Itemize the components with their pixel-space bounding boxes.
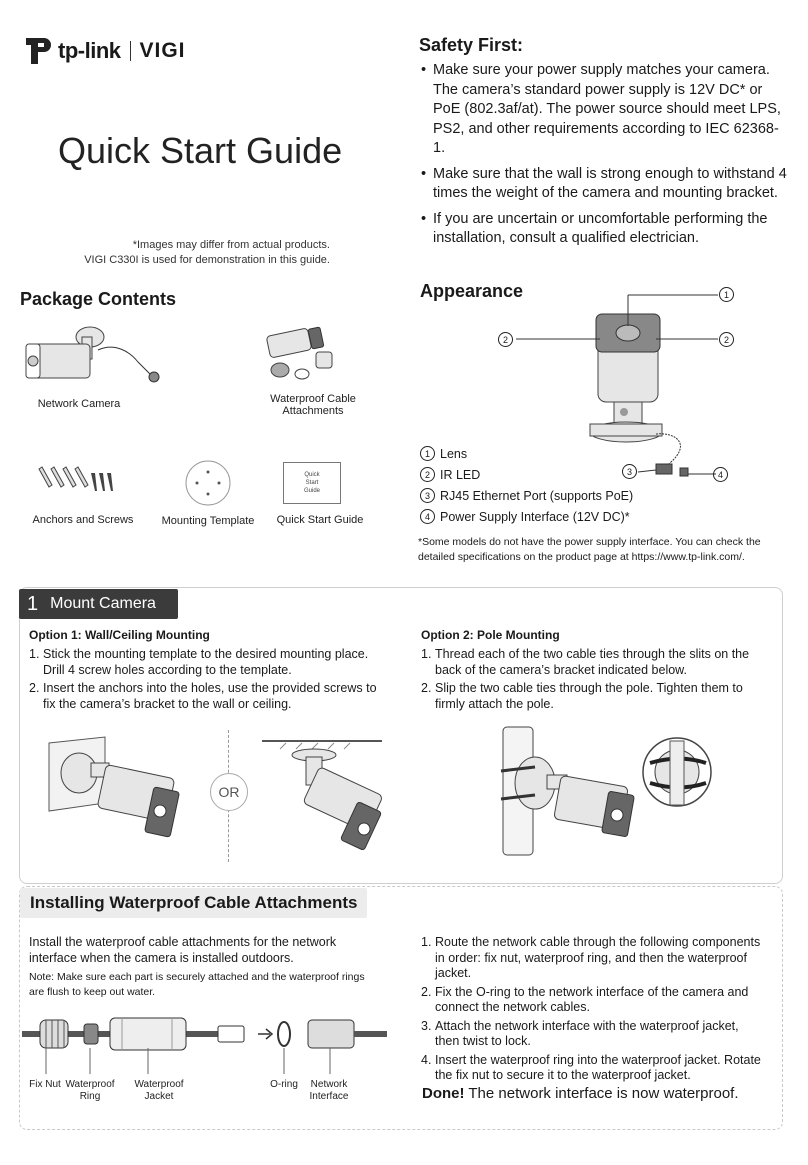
part-label: Network Interface (309, 1079, 349, 1102)
callout-2-left: 2 (498, 332, 513, 347)
part-label: Waterproof Jacket (134, 1079, 184, 1102)
safety-item: • Make sure that the wall is strong enough to withstand 4 times the weight of the camera and mounting bracket. (419, 165, 789, 204)
safety-list (419, 61, 789, 249)
step-text: Stick the mounting template to the desired mounting place. Drill 4 screw holes according to the template. (43, 647, 369, 677)
safety-heading: Safety First: (419, 35, 524, 55)
safety-item: • Make sure your power supply matches your camera. The camera’s standard power supply is 12V DC* or PoE (802.3af/at). The power source should meet LPS, PS2, and other requirements according to IEC 62368-1. (419, 61, 789, 159)
cable-ties-detail-icon (640, 735, 715, 810)
legend-item (420, 464, 633, 485)
legend-item (420, 506, 633, 527)
wall-mount-illustration (45, 733, 185, 853)
part-label: Fix Nut (29, 1079, 61, 1090)
legend-number: 3 (420, 488, 435, 503)
step-text: Insert the waterproof ring into the waterproof jacket. Rotate the fix nut to secure it to the waterproof jacket. (435, 1052, 761, 1082)
step-text: Slip the two cable ties through the pole. Tighten them to firmly attach the pole. (435, 681, 743, 711)
legend-label: Power Supply Interface (12V DC)* (440, 509, 630, 524)
mounting-template-image (184, 459, 232, 507)
step-num: 1. (421, 935, 432, 949)
step-text: Route the network cable through the following components in order: fix nut, waterproof ring, and then the waterproof jacket. (435, 935, 761, 980)
step-text: Thread each of the two cable ties through the slits on the back of the camera’s bracket indicated below. (435, 647, 750, 677)
step-item (29, 681, 389, 712)
safety-section (419, 35, 789, 255)
waterproof-note: Note: Make sure each part is securely attached and the waterproof rings are flush to keep out water. (29, 971, 365, 998)
package-item-label: Waterproof Cable Attachments (270, 393, 356, 417)
waterproof-cable-attachments-image (262, 322, 342, 384)
callout-2-right: 2 (719, 332, 734, 347)
waterproof-heading: Installing Waterproof Cable Attachments (20, 888, 367, 918)
done-text: The network interface is now waterproof. (464, 1085, 739, 1102)
legend-number: 2 (420, 467, 435, 482)
step-item (421, 1053, 766, 1084)
disclaimer-line-1: *Images may differ from actual products. (132, 239, 330, 251)
or-separator: OR (210, 773, 248, 811)
package-item-label: Quick Start Guide (276, 514, 364, 526)
appearance-legend (420, 443, 633, 527)
disclaimer (20, 238, 330, 268)
guide-thumb-line: Guide (303, 488, 320, 494)
option-1-steps (29, 647, 389, 715)
step-num: 2. (421, 984, 432, 999)
logo-divider (130, 41, 131, 61)
waterproof-intro: Install the waterproof cable attachments for the network interface when the camera is installed outdoors. (29, 935, 337, 965)
step-num: 1. (29, 647, 40, 661)
package-heading: Package Contents (20, 289, 177, 309)
step-item (421, 681, 771, 712)
step-num: 4. (421, 1052, 432, 1067)
step-item (421, 985, 766, 1016)
legend-label: RJ45 Ethernet Port (supports PoE) (440, 488, 634, 503)
brand-name: tp-link (58, 38, 121, 63)
ceiling-mount-illustration (262, 733, 394, 863)
legend-number: 1 (420, 446, 435, 461)
step-item (421, 647, 771, 678)
part-label: Waterproof Ring (65, 1079, 115, 1102)
done-bold: Done! (422, 1085, 465, 1102)
mount-camera-tab (19, 589, 178, 619)
step-text: Insert the anchors into the holes, use the provided screws to fix the camera’s bracket to the wall or ceiling. (43, 681, 377, 711)
step-number: 1 (27, 592, 39, 615)
product-name: VIGI (139, 39, 186, 62)
option-2-steps (421, 647, 771, 715)
legend-number: 4 (420, 509, 435, 524)
step-item (421, 1019, 766, 1050)
guide-thumb-line: Start (305, 480, 319, 486)
package-item-label: Mounting Template (161, 515, 255, 527)
pole-mount-illustration (495, 723, 645, 858)
network-camera-image (20, 322, 160, 394)
mount-camera-heading: Mount Camera (50, 595, 156, 612)
quick-start-guide-thumbnail (283, 462, 341, 504)
appearance-heading: Appearance (420, 281, 524, 301)
tp-link-logo-icon (22, 34, 52, 68)
page-title: Quick Start Guide (58, 130, 343, 171)
part-label: O-ring (270, 1079, 298, 1090)
parts-callout-lines (22, 1048, 387, 1078)
done-message (422, 1085, 739, 1102)
step-text: Attach the network interface with the waterproof jacket, then twist to lock. (435, 1018, 739, 1048)
option-2-title: Option 2: Pole Mounting (421, 628, 560, 642)
callout-3: 3 (622, 464, 637, 479)
option-1-title: Option 1: Wall/Ceiling Mounting (29, 628, 210, 642)
step-text: Fix the O-ring to the network interface of the camera and connect the network cables. (435, 984, 749, 1014)
step-item (421, 935, 766, 982)
safety-item: • If you are uncertain or uncomfortable performing the installation, consult a qualified electrician. (419, 210, 789, 249)
disclaimer-line-2: VIGI C330I is used for demonstration in this guide. (84, 254, 330, 266)
legend-label: IR LED (440, 467, 481, 482)
brand-logo (22, 34, 186, 68)
step-num: 1. (421, 647, 432, 661)
legend-item (420, 485, 633, 506)
step-num: 2. (421, 681, 432, 695)
waterproof-steps (421, 935, 766, 1087)
legend-label: Lens (440, 446, 468, 461)
legend-item (420, 443, 633, 464)
anchors-and-screws-image (35, 465, 123, 495)
callout-4: 4 (713, 467, 728, 482)
package-item-label: Anchors and Screws (32, 514, 134, 526)
step-item (29, 647, 389, 678)
step-num: 3. (421, 1018, 432, 1033)
package-item-label: Network Camera (37, 398, 121, 410)
callout-1: 1 (719, 287, 734, 302)
step-num: 2. (29, 681, 40, 695)
guide-thumb-line: Quick (304, 472, 320, 478)
appearance-footnote: *Some models do not have the power supply interface. You can check the detailed specifications on the product page at https://www.tp-link.com/. (418, 536, 761, 563)
